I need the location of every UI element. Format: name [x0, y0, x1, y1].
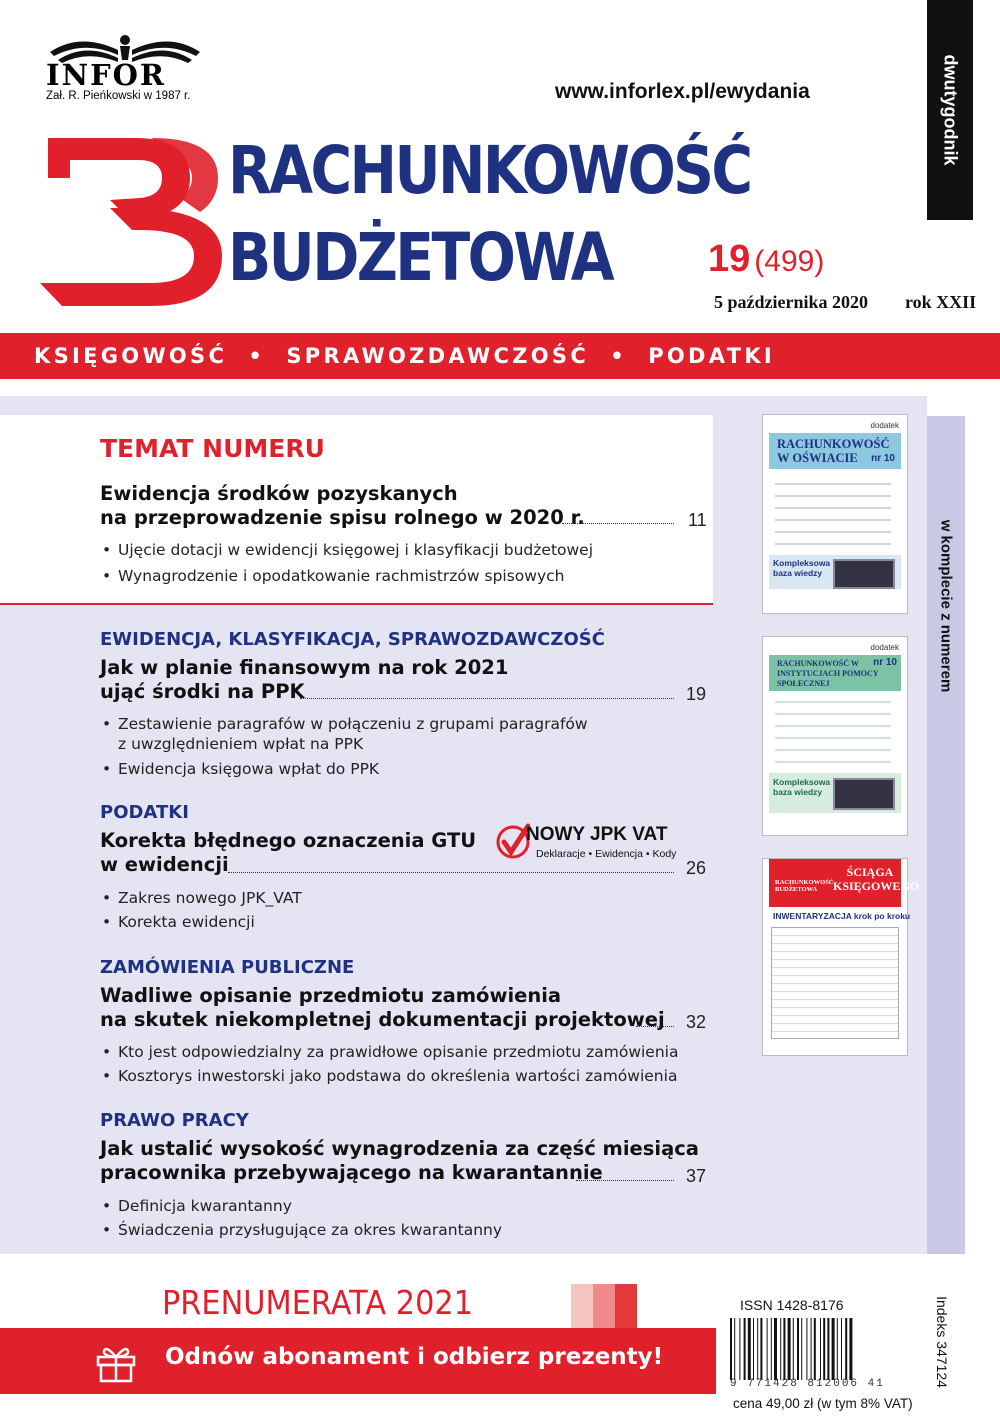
publisher-tagline: Zał. R. Pieńkowski w 1987 r. — [46, 90, 191, 102]
supplement-number: nr 10 — [871, 453, 895, 464]
featured-leader — [562, 523, 674, 524]
featured-title-line1[interactable]: Ewidencja środków pozyskanych — [100, 482, 458, 505]
article-leader — [576, 1180, 674, 1181]
supplement-red-band — [769, 859, 920, 907]
jpk-vat-subtitle: Deklaracje • Ewidencja • Kody — [536, 848, 677, 860]
supplements-label: w komplecie z numerem — [937, 519, 955, 693]
thumbnail-line — [775, 495, 891, 497]
supplement-title: RACHUNKOWOŚĆ W OŚWIACIE — [777, 437, 890, 465]
article-leader — [300, 698, 674, 699]
article-title-line1[interactable]: Korekta błędnego oznaczenia GTU — [100, 829, 477, 852]
rb-logo-icon — [40, 138, 230, 308]
article-bullet: • Kto jest odpowiedzialny za prawidłowe opisanie przedmiotu zamówienia — [118, 1042, 678, 1062]
article-bullet-continuation: z uwzględnieniem wpłat na PPK — [118, 735, 364, 753]
decor-block — [615, 1284, 637, 1328]
indeks-number: Indeks 347124 — [934, 1296, 950, 1388]
article-title-line1[interactable]: Jak w planie finansowym na rok 2021 — [100, 656, 509, 679]
section-label: EWIDENCJA, KLASYFIKACJA, SPRAWOZDAWCZOŚĆ — [100, 629, 605, 650]
article-page-number: 37 — [686, 1166, 707, 1186]
supplement-promo: Kompleksowa baza wiedzy — [773, 777, 831, 797]
supplements-tab — [927, 416, 965, 1254]
price: cena 49,00 zł (w tym 8% VAT) — [733, 1396, 913, 1411]
frequency-label: dwutygodnik — [940, 54, 961, 166]
laptop-icon — [833, 778, 895, 810]
issue-number: 19 — [708, 238, 751, 280]
promo-headline: PRENUMERATA 2021 — [162, 1283, 474, 1322]
thumbnail-line — [775, 761, 891, 763]
thumbnail-line — [775, 507, 891, 509]
frequency-tab — [927, 0, 973, 220]
barcode-icon — [728, 1318, 912, 1380]
article-page-number: 26 — [686, 858, 707, 878]
featured-title-line2[interactable]: na przeprowadzenie spisu rolnego w 2020 r. — [100, 506, 585, 529]
issue-date: 5 października 2020 — [714, 292, 869, 312]
article-title-line1[interactable]: Wadliwe opisanie przedmiotu zamówienia — [100, 984, 562, 1007]
featured-page-number: 11 — [688, 510, 707, 530]
supplement-band — [769, 433, 901, 469]
article-bullet: • Zestawienie paragrafów w połączeniu z grupami paragrafów — [118, 714, 588, 734]
supplement-subtitle: INWENTARYZACJA krok po kroku — [773, 911, 911, 921]
barcode-digits: 9 771428 812006 41 — [730, 1378, 885, 1390]
supplement-promo-band — [769, 773, 901, 813]
thumbnail-line — [775, 725, 891, 727]
article-bullet: • Korekta ewidencji — [118, 912, 255, 932]
checkmark-icon — [496, 822, 530, 862]
article-title-line2[interactable]: ująć środki na PPK — [100, 680, 305, 703]
article-page-number: 32 — [686, 1012, 707, 1032]
supplement-title: RACHUNKOWOŚĆ W INSTYTUCJACH POMOCY SPOŁECZNEJ — [777, 659, 879, 688]
gift-icon — [94, 1343, 138, 1383]
article-title-line2[interactable]: pracownika przebywającego na kwarantannie — [100, 1161, 603, 1184]
supplement-promo-band — [769, 555, 901, 589]
publisher-name: INFOR — [46, 58, 167, 92]
supplement-thumbnail-sciaga[interactable] — [762, 858, 920, 1056]
issue-total: (499) — [754, 245, 825, 278]
section-label: PRAWO PRACY — [100, 1110, 249, 1131]
supplement-title: ŚCIĄGA KSIĘGOWEGO — [833, 865, 920, 893]
laptop-icon — [833, 559, 895, 589]
article-bullet: • Kosztorys inwestorski jako podstawa do określenia wartości zamówienia — [118, 1066, 677, 1086]
supplement-brand: RACHUNKOWOŚĆ BUDŻETOWA — [775, 879, 834, 893]
issue-year: rok XXII — [905, 292, 977, 312]
article-bullet: • Świadczenia przysługujące za okres kwarantanny — [118, 1220, 502, 1240]
section-label: PODATKI — [100, 802, 189, 823]
magazine-title-line1: RACHUNKOWOŚĆ — [228, 132, 751, 209]
thumbnail-line — [775, 531, 891, 533]
thumbnail-line — [775, 483, 891, 485]
thumbnail-line — [775, 543, 891, 545]
thumbnail-line — [775, 713, 891, 715]
supplement-number: nr 10 — [873, 657, 897, 668]
supplement-band — [769, 655, 901, 691]
supplement-thumbnail-pomoc-spoleczna[interactable] — [762, 636, 908, 836]
supplement-badge: dodatek — [870, 421, 899, 430]
thumbnail-line — [775, 749, 891, 751]
article-leader — [636, 1026, 674, 1027]
magazine-title-line2: BUDŻETOWA — [228, 219, 613, 296]
jpk-vat-badge — [496, 822, 676, 868]
supplement-promo: Kompleksowa baza wiedzy — [773, 558, 831, 578]
supplement-badge: dodatek — [870, 643, 899, 652]
supplement-table — [771, 927, 899, 1039]
website-link[interactable]: www.inforlex.pl/ewydania — [555, 80, 810, 103]
article-page-number: 19 — [686, 684, 707, 704]
topics-bar-text: KSIĘGOWOŚĆ • SPRAWOZDAWCZOŚĆ • PODATKI — [34, 344, 776, 368]
thumbnail-line — [775, 701, 891, 703]
issue-info — [708, 240, 824, 278]
thumbnail-line — [775, 737, 891, 739]
article-bullet: • Definicja kwarantanny — [118, 1196, 292, 1216]
decor-block — [593, 1284, 615, 1328]
featured-label: TEMAT NUMERU — [100, 434, 325, 463]
article-bullet: • Ewidencja księgowa wpłat do PPK — [118, 759, 379, 779]
section-label: ZAMÓWIENIA PUBLICZNE — [100, 957, 355, 978]
article-title-line2[interactable]: w ewidencji — [100, 853, 229, 876]
promo-cta[interactable]: Odnów abonament i odbierz prezenty! — [165, 1344, 664, 1370]
featured-bullet: • Wynagrodzenie i opodatkowanie rachmistrzów spisowych — [118, 566, 564, 586]
thumbnail-line — [775, 519, 891, 521]
decor-block — [571, 1284, 593, 1328]
article-bullet: • Zakres nowego JPK_VAT — [118, 888, 302, 908]
jpk-vat-title: NOWY JPK VAT — [526, 824, 668, 845]
indeks-tab — [927, 1262, 957, 1425]
featured-bullet: • Ujęcie dotacji w ewidencji księgowej i klasyfikacji budżetowej — [118, 540, 593, 560]
article-title-line2[interactable]: na skutek niekompletnej dokumentacji projektowej — [100, 1008, 665, 1031]
issn: ISSN 1428-8176 — [740, 1297, 844, 1313]
article-leader — [228, 872, 674, 873]
article-title-line1[interactable]: Jak ustalić wysokość wynagrodzenia za część miesiąca — [100, 1137, 699, 1160]
supplement-thumbnail-oswiata[interactable] — [762, 414, 908, 614]
